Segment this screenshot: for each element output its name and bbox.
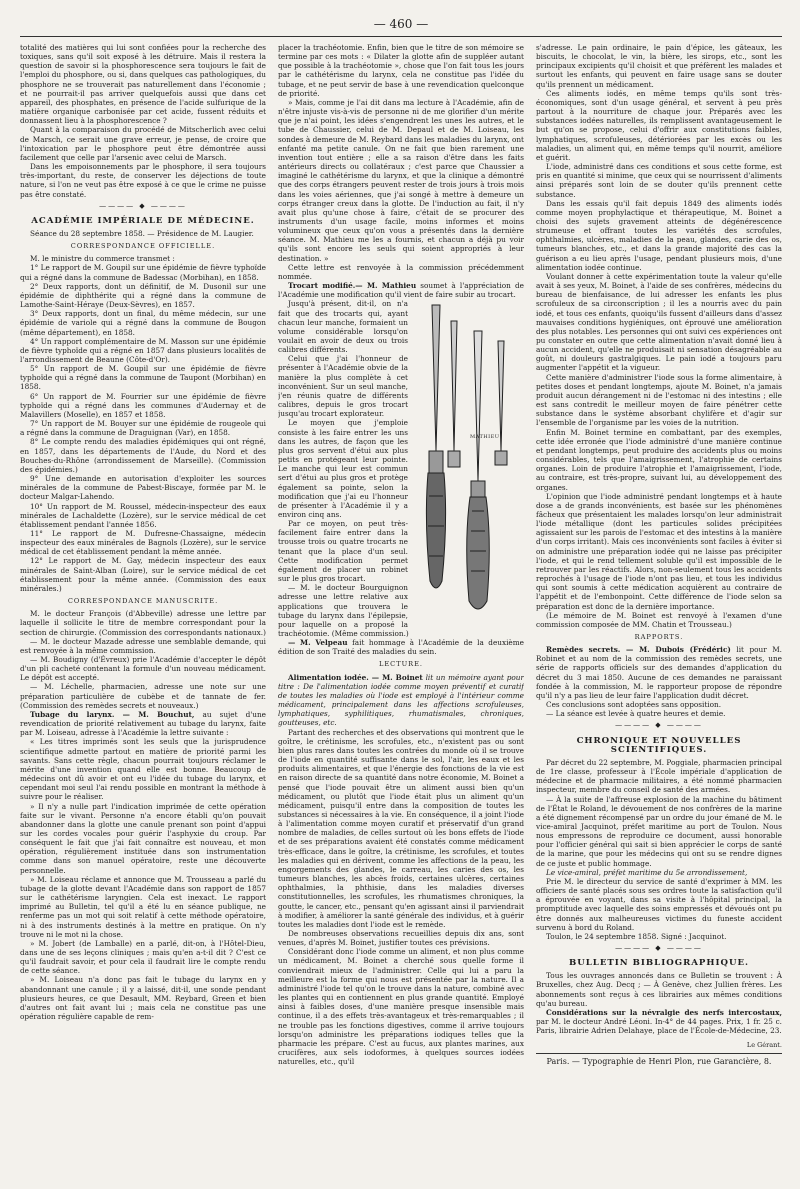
velpeau-text: fait hommage à l'Académie de la deuxième édition de son Traité des maladies du sein.	[278, 638, 524, 657]
iode-paragraph-2: Partant des recherches et des observations qui montrent que le goître, le crétinisme, les scrofules, etc., n'existent pas ou sont bien plus rares dans toutes les contrées du monde où il se trouve de l'iode en quantité suffisante dans le sol, l'air, les eaux et les produits alimentaires, et que l'énergie des fonctions de la vie est en raison directe de sa quantité dans notre économie, M. Boinet a pensé que l'iode pouvait être un aliment aussi bien qu'un médicament, ou plutôt que l'iode était plus un aliment qu'un médicament, puisqu'il entre dans la composition de toutes les substances si nécessaires à la vie. En conséquence, il a joint l'iode à l'alimentation comme moyen curatif et préservatif d'un grand nombre de maladies, de celles surtout où les bons effets de l'iode et de ses préparations avaient été constatés comme médicament très-efficace, dans le goître, la crétinisme, les scrofules, et toutes les maladies qui en dérivent, comme les affections de la peau, les engorgements des glandes, le carreau, les caries des os, les tumeurs blanches, les abcès froids, certaines ulcères, certaines ophthalmies, la phthisie, dans les maladies diverses constitutionnelles, les scrofules, les rhumatismes chroniques, la goutte, le cancer, etc., pensant qu'en agissant ainsi il parviendrait à modifier, à améliorer la santé générale des individus, et à guérir toutes les maladies dont l'iode est le remède.	[278, 727, 524, 929]
lecture-heading: LECTURE.	[378, 660, 424, 669]
figure-caption: MATHIEU	[470, 434, 500, 441]
bibliographie-heading: BULLETIN BIBLIOGRAPHIQUE.	[568, 958, 750, 969]
tubage-paragraph-3: » Il n'y a nulle part l'indication imprimée de cette opération faite sur le vivant. Personne n'a encore établi qu'on pouvait abandonner dans la glotte une canule prenant son point d'appui sur les cordes vocales pour guérir l'asphyxie du croup. Par conséquent le fait que j'ai fait connaître est nouveau, et mon opération, régulièrement instituée dans son instrumentation comme dans son manuel opératoire, reste une découverte personnelle.	[20, 801, 266, 875]
letter-paragraph-3: Cette lettre est renvoyée à la commission précédemment nommée.	[278, 262, 524, 281]
manuscript-correspondence-heading: CORRESPONDANCE MANUSCRITE.	[67, 597, 219, 606]
bourguignon-paragraph: — M. le docteur Bourguignon adresse une lettre relative aux applications que trouvera le tubage du larynx dans l'épilepsie, pour laquelle on a proposé la trachéotomie. (Même commission.)	[278, 583, 409, 638]
trocart-figure	[414, 301, 524, 619]
official-correspondence-heading: CORRESPONDANCE OFFICIELLE.	[70, 242, 216, 251]
boinet-paragraph-8: L'opinion que l'iode administré pendant longtemps et à haute dose a de grands inconvénients, est basée sur les phénomènes fâcheux que présentaient les malades lorsqu'on leur administrait l'iode métallique (dont les particules solides précipitées agissaient sur les parois de l'estomac et des intestins à la manière d'un corps irritant). Mais ces inconvénients sont faciles à éviter si on administre une préparation iodée qui ne laisse pas précipiter l'iode, et qui le rend tellement soluble qu'il est impossible de le retrouver par les réactifs. Alors, non-seulement tous les accidents reprochés à l'usage de l'iode n'ont pas lieu, et tous les individus qui sont soumis à cette médication acquièrent au contraire de l'appétit et de l'embonpoint. Cette différence de l'iode selon sa préparation est donc de la dernière importance.	[536, 491, 782, 611]
manuscript-item: — M. Boudigny (d'Évreux) prie l'Académie d'accepter le dépôt d'un pli cacheté contenant la formule d'un nouveau médicament. Le dépôt est accepté.	[20, 655, 266, 683]
manuscript-item: — M. le docteur Mazade adresse une semblable demande, qui est renvoyée à la même commission.	[20, 636, 266, 655]
page-number: — 460 —	[373, 17, 429, 31]
intro-paragraph-3: Dans les empoisonnements par le phosphore, il sera toujours très-important, du reste, de conserver les déjections de toute nature, si l'on ne veut pas être exposé à ce que le crime ne puisse pas être constaté.	[20, 162, 266, 199]
boinet-paragraph-9: (Le mémoire de M. Boinet est renvoyé à l'examen d'une commission composée de MM. Chatin et Trousseau.)	[536, 610, 782, 629]
letter-paragraph-1: placer la trachéotomie. Enfin, bien que le titre de son mémoire se termine par ces mots : « Dilater la glotte afin de suppléer autant que possible à la trachéotomie », chose que l'on fait tous les jours par le cathétérisme du larynx, cela ne constitue pas l'idée du tubage, et ne peut servir de base à une revendication quelconque de priorité.	[278, 43, 524, 98]
trocart-paragraph-5: Par ce moyen, on peut très-facilement faire entrer dans la trousse trois ou quatre trocarts ne tenant que la place d'un seul. Cette modification permet également de placer un robinet sur le plus gros trocart.	[278, 519, 408, 584]
tubage-paragraph-6: » M. Loiseau n'a donc pas fait le tubage du larynx en y abandonnant une canule ; il y a laissé, dit-il, une sonde pendant plusieurs heures, ce que Desault, MM. Reybard, Green et bien d'autres ont fait avant lui ; mais cela ne constitue pas une opération régulière capable de rem-	[20, 975, 266, 1022]
tubage-label: Tubage du larynx. — M. Bouchut,	[30, 709, 195, 719]
column-2	[278, 43, 524, 1178]
seance-line: Séance du 28 septembre 1858. — Présidence de M. Laugier.	[30, 228, 254, 238]
trocart-label: Trocart modifié.— M. Mathieu	[288, 281, 417, 291]
official-item: 6° Un rapport de M. Fourrier sur une épidémie de fièvre typhoïde qui a régné dans les communes d'Audernay et de Malavillers (Moselle), en 1857 et 1858.	[20, 391, 266, 419]
iode-paragraph-4: Considérant donc l'iode comme un aliment, et non plus comme un médicament, M. Boinet a cherché sous quelle forme il conviendrait mieux de l'administrer. Celle qui lui a paru la meilleure est la forme qui nous est présentée par la nature. Il a administré l'iode tel qu'on le trouve dans la nature, combiné avec les plantes qui en contiennent en plus grande quantité. Employé ainsi à faibles doses, d'une manière presque insensible mais continue, il a des effets très-avantageux et très-remarquables ; il ne trouble pas les fonctions digestives, comme il arrive toujours lorsqu'on administre les préparations iodiques telles que la pharmacie les prépare. C'est au fucus, aux plantes marines, aux crucifères, aux sels iodoformes, à quelques sources iodées naturelles, etc., qu'il	[278, 947, 524, 1067]
section-divider: ———— ◆ ————	[99, 201, 187, 210]
iode-paragraph-1	[278, 673, 524, 728]
trocart-paragraph-3: Celui que j'ai l'honneur de présenter à l'Académie obvie de la manière la plus complète à cet inconvénient. Sur un seul manche, j'en réunis quatre de différents calibres, depuis le gros trocart jusqu'au trocart explorateur.	[278, 354, 408, 419]
bibliographie-label: Considérations sur la névralgie des nerfs intercostaux,	[546, 1007, 782, 1017]
intro-paragraph-1: totalité des matières qui lui sont confiées pour la recherche des toxiques, sans qu'il soit exposé à les détruire. Mais il restera la question de savoir si la phosphorescence sera toujours le fait de l'emploi du phosphore, ou si, dans quelques cas pathologiques, du phosphore ne se trouverait pas naturellement dans l'économie ; et ne pourrait-il pas arriver quelquefois aussi que dans cet appareil, des phosphates, en présence de l'acide sulfurique de la matière organique carbonisée par cet acide, fussent réduits et donnassent lieu à la phosphorescence ?	[20, 43, 266, 126]
bibliographie-text: par M. le docteur André Léoni. In-4° de 44 pages. Prix, 1 fr. 25 c. Paris, librairie Adrien Delahaye, place de l'École-de-Médecine, 23.	[536, 1017, 782, 1036]
boinet-paragraph-7: Enfin M. Boinet termine en combattant, par des exemples, cette idée erronée que l'iode administré d'une manière continue et pendant longtemps, peut produire des accidents plus ou moins considérables, tels que l'amaigrissement, l'atrophie de certains organes. Loin de produire l'atrophie et l'amaigrissement, l'iode, au contraire, est très-propre, suivant lui, au développement des organes.	[536, 427, 782, 492]
iode-text: lit un mémoire ayant pour titre : De l'alimentation iodée comme moyen préventif et curatif de toutes les maladies où l'iode est employé à l'intérieur comme médicament, principalement dans les affections scrofuleuses, lymphatiques, syphilitiques, rhumatismales, chroniques, goutteuses, etc.	[278, 672, 524, 728]
velpeau-paragraph	[278, 638, 524, 656]
remedes-paragraph-1	[536, 645, 782, 700]
official-item: 11° Le rapport de M. Dufresne-Chassaigne, médecin inspecteur des eaux minérales de Bagnols (Lozère), sur le service médical de cet établissement pendant la même année.	[20, 528, 266, 557]
trocart-paragraph-1	[278, 281, 524, 299]
section-divider: ———— ◆ ————	[615, 721, 703, 730]
boinet-paragraph-5: Voulant donner à cette expérimentation toute la valeur qu'elle avait à ses yeux, M. Boinet, à l'aide de ses confrères, médecins du bureau de bienfaisance, de lui adresser les enfants les plus scrofuleux de sa circonscription ; il les a nourris avec du pain iodé, et tous ces enfants, quoiqu'ils fussent d'ailleurs dans d'assez mauvaises conditions hygiéniques, ont éprouvé une amélioration des plus notables. Les personnes qui ont suivi ces expériences ont pu constater en outre que cette alimentation n'avait donné lieu à aucun accident, qu'elle ne produisait ni sensation désagréable au goût, ni douleurs gastralgiques. Le pain iodé a toujours paru augmenter l'appétit et la vigueur.	[536, 271, 782, 373]
trocart-paragraph-2: Jusqu'à présent, dit-il, on n'a fait que des trocarts qui, ayant chacun leur manche, formaient un volume considérable lorsqu'on voulait en avoir de deux ou trois calibres différents.	[278, 299, 408, 355]
remedes-text: lit pour M. Robinet et au nom de la commission des remèdes secrets, une série de rapports officiels sur des demandes d'application du décret du 3 mai 1850. Aucune de ces demandes ne paraissant fondée à la commission, M. le rapporteur propose de répondre qu'il n'y a pas lieu de leur faire l'application dudit décret.	[536, 645, 782, 700]
chronique-heading: CHRONIQUE ET NOUVELLES SCIENTIFIQUES.	[576, 735, 742, 755]
trocart-paragraph-4: Le moyen que j'emploie consiste à les faire entrer les uns dans les autres, de façon que les plus gros servent d'étui aux plus petits en protégeant leur pointe. Le manche qui leur est commun sert d'étui au plus gros et protège également sa pointe, selon la modification que j'ai eu l'honneur de présenter à l'Académie il y a environ cinq ans.	[278, 418, 408, 519]
gerant-line: Le Gérant.	[746, 1041, 782, 1050]
iode-paragraph-3: De nombreuses observations recueillies depuis dix ans, sont venues, d'après M. Boinet, justifier toutes ces prévisions.	[278, 929, 524, 948]
tubage-paragraph-2: « Les titres imprimés sont les seuls que la jurisprudence scientifique admette partout en matière de priorité parmi les savants. Sans cette règle, chacun pourrait toujours réclamer le mérite d'une invention quand elle est bonne. Beaucoup de médecins ont dû avoir et ont eu l'idée du tubage du larynx, et cependant moi seul l'ai rendu possible en montrant la méthode à suivre pour le réaliser.	[20, 737, 266, 802]
official-item: 4° Un rapport complémentaire de M. Masson sur une épidémie de fièvre typhoïde qui a régné en 1857 dans plusieurs localités de l'arrondissement de Beaune (Côte-d'Or).	[20, 336, 266, 364]
letter-paragraph-2: » Mais, comme je l'ai dit dans ma lecture à l'Académie, afin de n'être injuste vis-à-vis de personne ni de me glorifier d'un mérite que je n'ai point, les idées s'engendrent les unes les autres, et le tube de Chaussier, celui de M. Depaul et de M. Loiseau, les sondes à demeure de M. Reybard dans les maladies du larynx, ont enfanté ma petite canule. On ne fait que bien rarement une invention tout entière ; elle a sa raison d'être dans les faits antérieurs directs ou collatéraux ; c'est parce que Chaussier a imaginé le cathétérisme du larynx, et que la clinique a démontré que des corps étrangers peuvent rester de trois jours à trois mois dans les voies aériennes, que j'ai songé à mettre à demeure un corps étranger creux dans la glotte. De l'induction au fait, il n'y avait plus qu'une chose à faire, c'était de se procurer des instruments d'un usage facile, moins informes et moins volumineux que ceux qu'on vous a présentés dans la dernière séance. M. Mathieu me les a fournis, et chacun a déjà pu voir qu'ils sont encore les seuls qui soient appropriés à leur destination. »	[278, 97, 524, 263]
tubage-paragraph-4: » M. Loiseau réclame et annonce que M. Trousseau a parlé du tubage de la glotte devant l'Académie dans son rapport de 1857 sur le cathétérisme laryngien. Cela est inexact. Le rapport imprimé au Bulletin, tel qu'il a été lu en séance publique, ne renferme pas un mot qui soit relatif à cette méthode opératoire, ni à des instruments destinés à la mettre en pratique. On n'y trouve ni le mot ni la chose.	[20, 874, 266, 939]
academy-heading: ACADÉMIE IMPÉRIALE DE MÉDECINE.	[31, 215, 255, 226]
official-item: 2° Deux rapports, dont un définitif, de M. Dusonil sur une épidémie de diphthérite qui a régné dans la commune de Lamothe-Saint-Héraye (Deux-Sèvres), en 1857.	[20, 281, 266, 310]
trocart-text: soumet à l'appréciation de l'Académie une modification qu'il vient de faire subir au trocart.	[278, 281, 524, 300]
official-item: 9° Une demande en autorisation d'exploiter les sources minérales de la commune de Pabest-Biscaye, formée par M. le docteur Malgar-Lahendo.	[20, 474, 266, 502]
official-item: 3° Deux rapports, dont un final, du même médecin, sur une épidémie de variole qui a régné dans la commune de Bougon (même département), en 1858.	[20, 309, 266, 337]
bibliographie-paragraph-2	[536, 1008, 782, 1035]
chronique-paragraph-2: — À la suite de l'affreuse explosion de la machine du bâtiment de l'État le Roland, le dévouement de nos confrères de la marine a été dignement récompensé par un ordre du jour émané de M. le vice-amiral Jacquinot, préfet maritime au port de Toulon. Nous nous empressons de reproduire ce document, aussi honorable pour l'officier général qui sait si bien apprécier le corps de santé de la marine, que pour les médecins qui ont su se rendre dignes de ce juste et public hommage.	[536, 794, 782, 868]
tubage-paragraph-1	[20, 710, 266, 737]
chronique-paragraph-3: Le vice-amiral, préfet maritime du 5e arrondissement,	[546, 867, 748, 877]
boinet-paragraph-3: L'iode, administré dans ces conditions et sous cette forme, est pris en quantité si minime, que ceux qui se nourrissent d'aliments ainsi préparés sont loin de se douter qu'ils prennent cette substance.	[536, 162, 782, 199]
printer-line: Paris. — Typographie de Henri Plon, rue Garancière, 8.	[536, 1053, 782, 1066]
tubage-paragraph-5: » M. Jobert (de Lamballe) en a parlé, dit-on, à l'Hôtel-Dieu, dans une de ses leçons cliniques ; mais qu'en a-t-il dit ? C'est ce qu'il faudrait savoir, et pour cela il faudrait lire le compte rendu de cette séance.	[20, 938, 266, 976]
official-item: M. le ministre du commerce transmet :	[30, 254, 175, 264]
remedes-paragraph-3: — La séance est levée à quatre heures et demie.	[546, 709, 726, 719]
remedes-paragraph-2: Ces conclusions sont adoptées sans opposition.	[546, 700, 722, 710]
rapports-heading: RAPPORTS.	[634, 633, 684, 641]
boinet-paragraph-6: Cette manière d'administrer l'iode sous la forme alimentaire, à petites doses et pendant longtemps, ajoute M. Boinet, n'a jamais produit aucun dérangement ni de l'estomac ni des intestins ; elle est sans contredit le meilleur moyen de faire pénétrer cette substance dans le système absorbant chylifère et d'agir sur l'ensemble de l'organisme par les voies de la nutrition.	[536, 372, 782, 428]
column-3	[536, 43, 782, 1178]
chronique-signature: Toulon, le 24 septembre 1858. Signé : Jacquinot.	[546, 931, 727, 941]
boinet-paragraph-2: Ces aliments iodés, en même temps qu'ils sont très-économiques, sont d'un usage général, et servent à peu près partout à la nourriture de chaque jour. Préparés avec les substances iodées naturelles, ils remplissent avantageusement le but qu'on se propose, celui d'offrir aux constitutions faibles, lymphatiques, scrofuleuses, détériorées par les excès ou les maladies, un aliment qui, en même temps qu'il nourrit, améliore et guérit.	[536, 88, 782, 162]
official-item: 10° Un rapport de M. Roussel, médecin-inspecteur des eaux minérales de Lachaldette (Lozère), sur le service médical de cet établissement pendant l'année 1856.	[20, 501, 266, 529]
remedes-label: Remèdes secrets. — M. Dubois (Frédéric)	[546, 645, 731, 655]
bibliographie-paragraph-1: Tous les ouvrages annoncés dans ce Bulletin se trouvent : À Bruxelles, chez Aug. Decq ; — À Genève, chez Jullien frères. Les abonnements sont reçus à ces librairies aux mêmes conditions qu'au bureau.	[536, 971, 782, 1008]
trocart-illustration	[414, 301, 524, 619]
velpeau-label: — M. Velpeau	[288, 638, 348, 648]
iode-label: Alimentation iodée. — M. Boinet	[288, 672, 423, 682]
section-divider: ———— ◆ ————	[615, 944, 703, 952]
official-item: 12° Le rapport de M. Gay, médecin inspecteur des eaux minérales de Saint-Alban (Loire), sur le service médical de cet établissement pour la même année. (Commission des eaux minérales.)	[20, 556, 266, 593]
columns	[20, 43, 782, 1178]
page-header	[20, 14, 782, 37]
official-item: 8° Le compte rendu des maladies épidémiques qui ont régné, en 1857, dans les départements de l'Aude, du Nord et des Bouches-du-Rhône (arrondissement de Marseille). (Commission des épidémies.)	[20, 437, 266, 474]
chronique-paragraph-1: Par décret du 22 septembre, M. Poggiale, pharmacien principal de 1re classe, professeur à l'École impériale d'application de médecine et de pharmacie militaires, a été nommé pharmacien inspecteur, membre du conseil de santé des armées.	[536, 757, 782, 795]
boinet-paragraph-4: Dans les essais qu'il fait depuis 1849 des aliments iodés comme moyen prophylactique et thérapeutique, M. Boinet a choisi des sujets gravement atteints de dégénérescence strumeuse et offrant toutes les variétés des scrofules, ophthalmies, ulcères, maladies de la peau, glandes, carie des os, tumeurs blanches, etc., et dans la grande majorité des cas la guérison a eu lieu après l'usage, pendant plusieurs mois, d'une alimentation iodée continue.	[536, 198, 782, 272]
tubage-text: au sujet d'une revendication de priorité relativement au tubage du larynx, faite par M. Loiseau, adresse à l'Académie la lettre suivante :	[20, 709, 266, 738]
official-item: 7° Un rapport de M. Bouyer sur une épidémie de rougeole qui a régné dans la commune de Draguignan (Var), en 1858.	[20, 419, 266, 438]
chronique-paragraph-4: Prie M. le directeur du service de santé d'exprimer à MM. les officiers de santé placés sous ses ordres toute la satisfaction qu'il a éprouvée en voyant, dans sa visite à l'hôpital principal, la promptitude avec laquelle des soins empressés et dévoués ont pu être donnés aux malheureuses victimes du funeste accident survenu à bord du Roland.	[536, 876, 782, 932]
official-item: 5° Un rapport de M. Goupil sur une épidémie de fièvre typhoïde qui a régné dans la commune de Taupont (Morbihan) en 1858.	[20, 364, 266, 392]
manuscript-item: — M. Léchelle, pharmacien, adresse une note sur une préparation particulière de cubèbe et de tannate de fer. (Commission des remèdes secrets et nouveaux.)	[20, 682, 266, 710]
intro-paragraph-2: Quant à la comparaison du procédé de Mitscherlich avec celui de Marsch, ce serait une grave erreur, je pense, de croire que l'intoxication par le phosphore peut être démontrée aussi facilement que celle par l'arsenic avec celui de Marsch.	[20, 125, 266, 162]
column-1	[20, 43, 266, 1178]
official-item: 1° Le rapport de M. Goupil sur une épidémie de fièvre typhoïde qui a régné dans la commune de Badessac (Morbihan), en 1858.	[20, 263, 266, 282]
boinet-paragraph-1: s'adresse. Le pain ordinaire, le pain d'épice, les gâteaux, les biscuits, le chocolat, le vin, la bière, les sirops, etc., sont les principaux excipients qu'il choisit et que préfèrent les malades et surtout les enfants, qui peuvent en faire usage sans se douter qu'ils prennent un médicament.	[536, 43, 782, 89]
manuscript-item: M. le docteur François (d'Abbeville) adresse une lettre par laquelle il sollicite le titre de membre correspondant pour la section de chirurgie. (Commission des correspondants nationaux.)	[20, 609, 266, 637]
